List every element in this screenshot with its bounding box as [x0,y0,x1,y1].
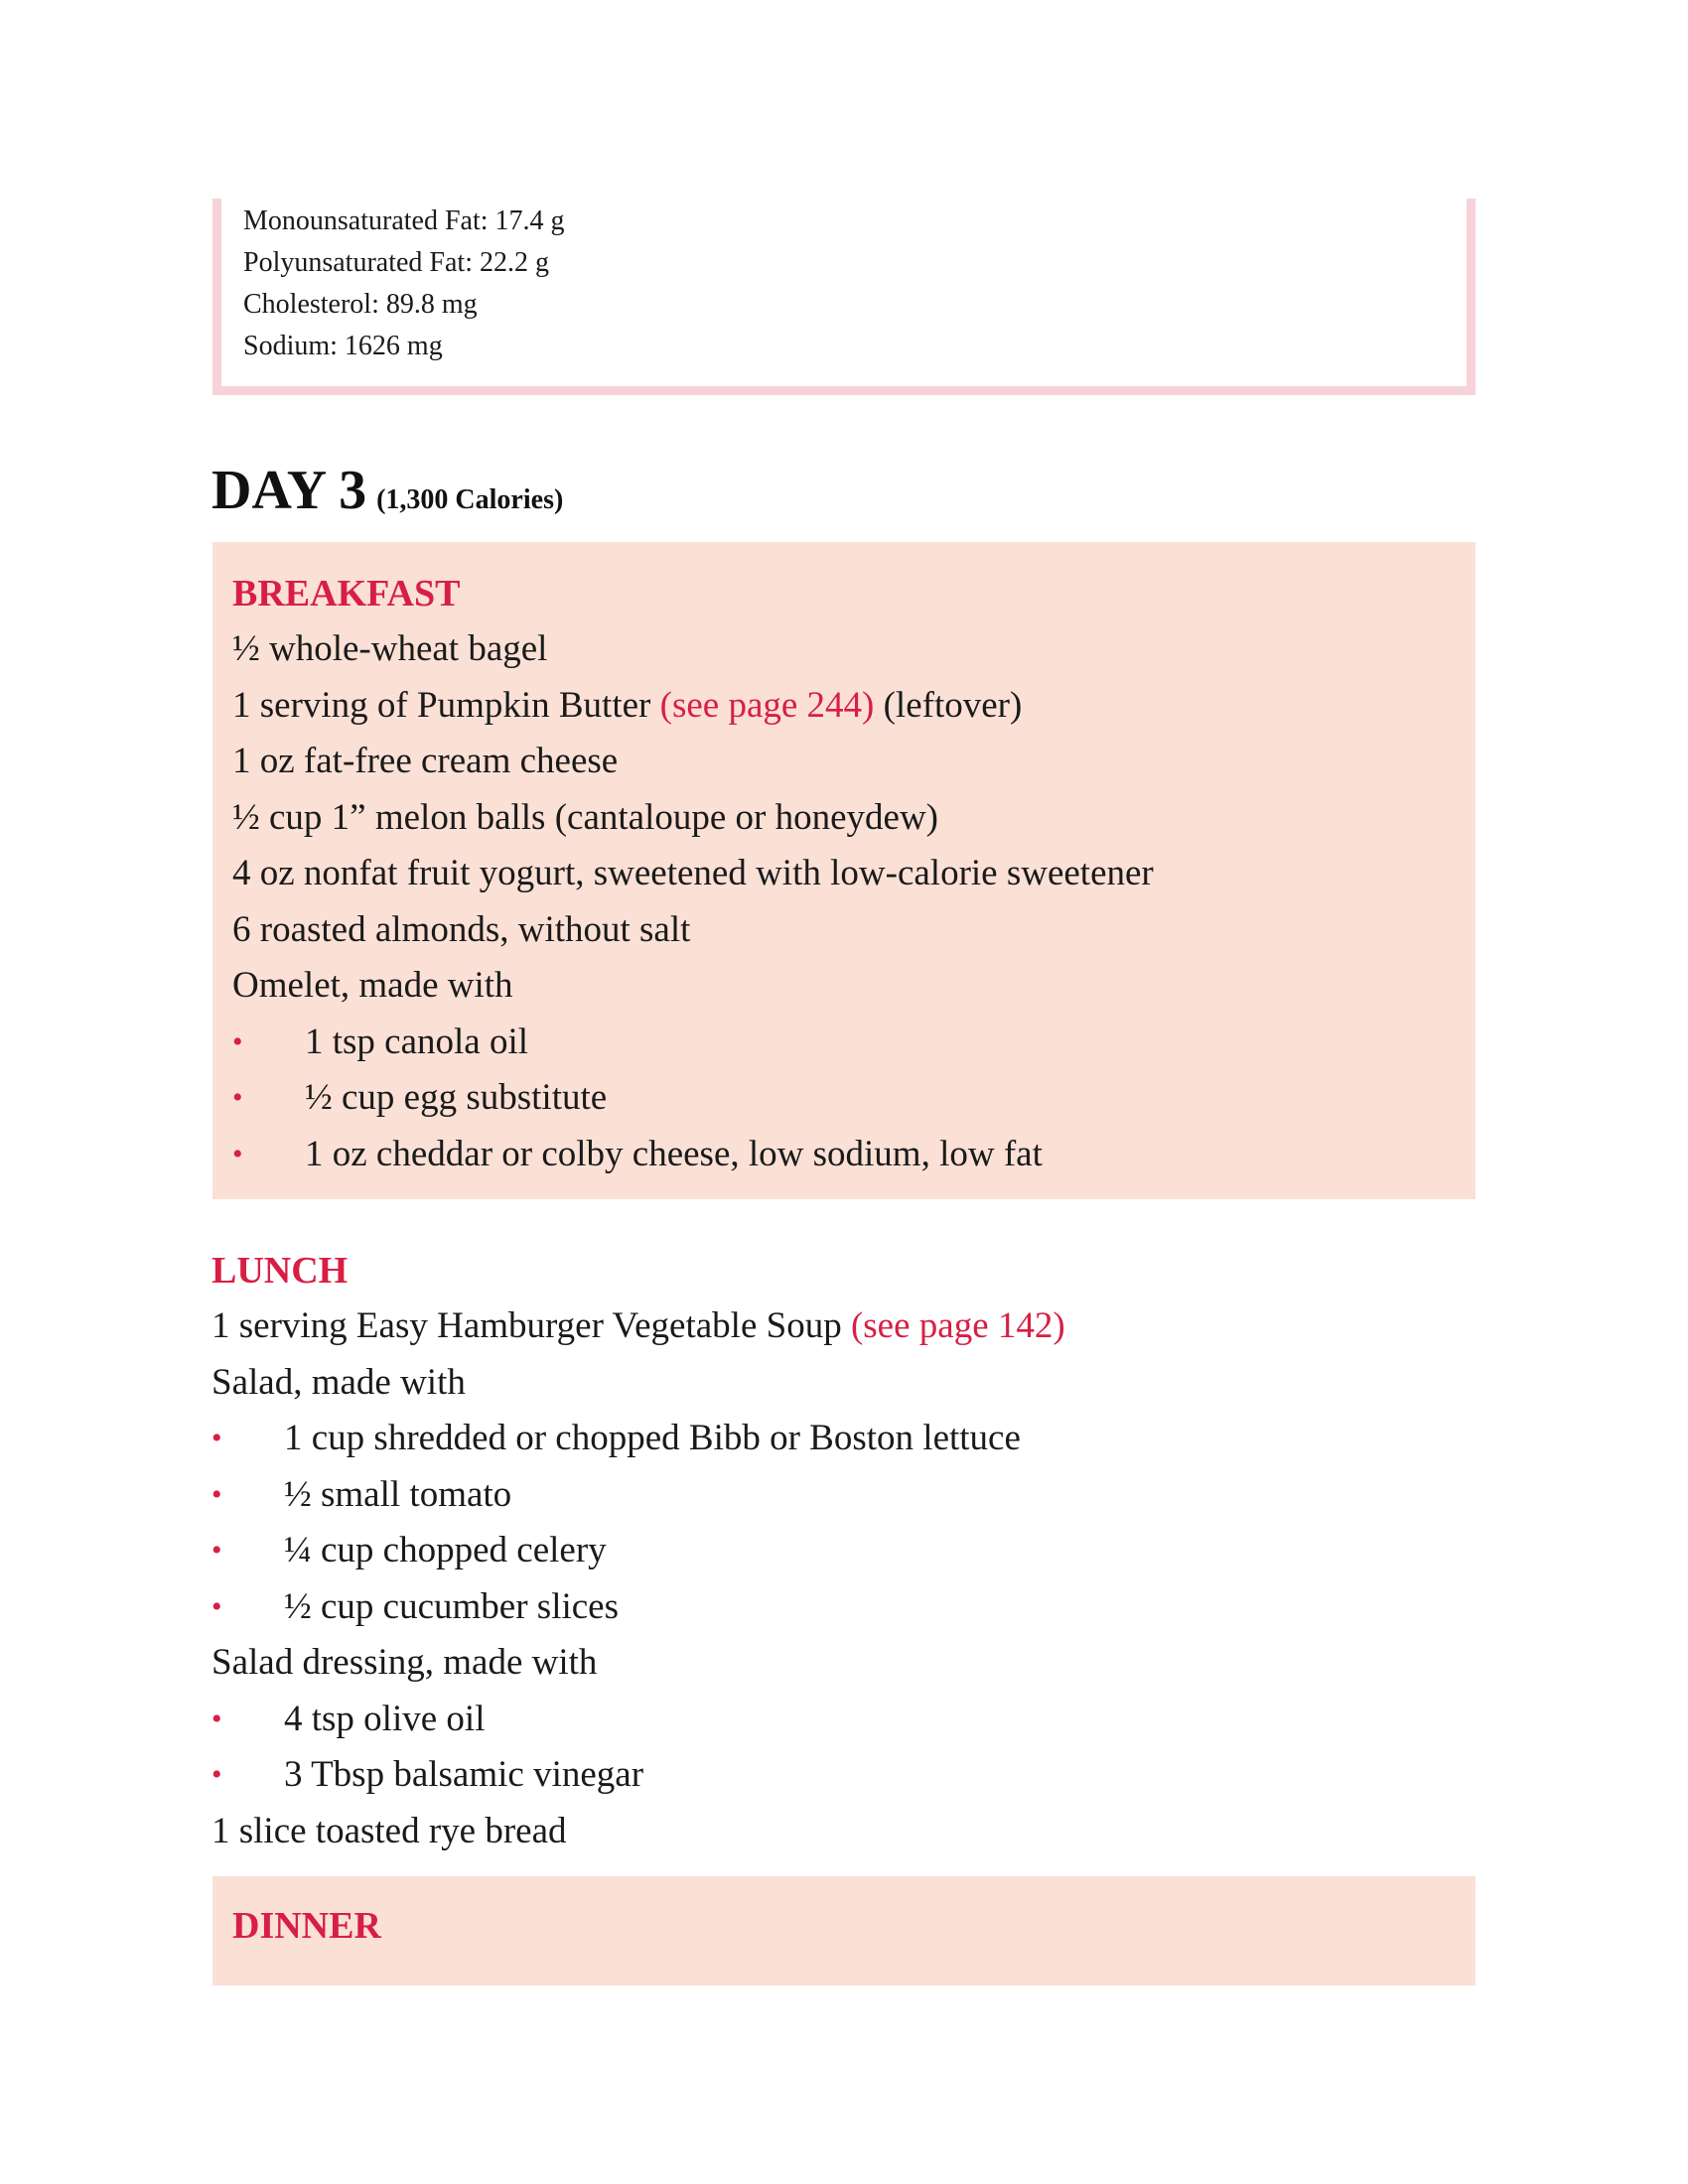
salad-ingredient [211,1411,1475,1467]
meal-item [211,1298,1475,1355]
dressing-ingredient [211,1692,1475,1748]
nutrition-line: Cholesterol: 89.8 mg [243,289,478,320]
bullet-icon: • [232,1081,243,1114]
page-reference-link[interactable]: (see page 244) [659,684,875,726]
ingredient-text: 3 Tbsp balsamic vinegar [284,1754,644,1795]
salad-ingredient [211,1523,1475,1579]
omelet-ingredient [232,1070,1476,1127]
breakfast-section [212,542,1476,1199]
meal-item: 1 oz fat-free cream cheese [232,741,619,781]
ingredient-text: 4 tsp olive oil [284,1698,486,1739]
bullet-icon: • [211,1422,222,1454]
breakfast-title: BREAKFAST [232,573,461,614]
lunch-section [211,1243,1475,1859]
bullet-icon: • [232,1024,243,1058]
dressing-ingredient [211,1747,1475,1804]
nutrition-line: Monounsaturated Fat: 17.4 g [243,205,565,236]
bullet-icon: • [211,1477,222,1511]
nutrition-line: Sodium: 1626 mg [243,331,443,361]
nutrition-line: Polyunsaturated Fat: 22.2 g [243,247,549,278]
meal-item-text: 1 serving Easy Hamburger Vegetable Soup [211,1305,851,1346]
meal-item: 1 slice toasted rye bread [211,1810,567,1851]
bullet-icon: • [232,1137,243,1170]
dinner-title: DINNER [232,1905,381,1947]
meal-item: 6 roasted almonds, without salt [232,908,691,950]
meal-item: Salad dressing, made with [211,1642,598,1683]
bullet-icon: • [211,1589,222,1623]
ingredient-text: 1 tsp canola oil [305,1021,529,1062]
meal-item: ½ cup 1” melon balls (cantaloupe or honeydew) [232,796,938,838]
bullet-icon: • [211,1702,222,1735]
meal-item-text: 1 serving of Pumpkin Butter [232,684,660,726]
salad-ingredient [211,1467,1475,1524]
meal-item: Salad, made with [211,1361,466,1403]
page-reference-link[interactable]: (see page 142) [850,1305,1065,1346]
meal-item: Omelet, made with [232,965,513,1006]
ingredient-text: 1 oz cheddar or colby cheese, low sodium, low fat [305,1133,1043,1174]
day-calories: (1,300 Calories) [376,484,564,515]
ingredient-text: 1 cup shredded or chopped Bibb or Boston lettuce [284,1418,1021,1458]
omelet-ingredient [232,1015,1476,1071]
omelet-ingredient [232,1127,1476,1183]
nutrition-facts-box [212,199,1476,395]
bullet-icon: • [211,1534,222,1567]
ingredient-text: ½ small tomato [284,1473,512,1515]
meal-item-text: (leftover) [874,684,1023,726]
lunch-title: LUNCH [211,1250,349,1292]
meal-item: 4 oz nonfat fruit yogurt, sweetened with low-calorie sweetener [232,853,1154,893]
dinner-section [212,1876,1476,1985]
ingredient-text: ½ cup egg substitute [305,1077,608,1118]
ingredient-text: ½ cup cucumber slices [284,1585,619,1627]
ingredient-text: ¼ cup chopped celery [284,1530,607,1570]
meal-item [232,678,1476,735]
day-heading [211,459,563,522]
bullet-icon: • [211,1758,222,1791]
salad-ingredient [211,1579,1475,1636]
day-title: DAY 3 [211,460,367,521]
meal-item: ½ whole-wheat bagel [232,628,548,669]
